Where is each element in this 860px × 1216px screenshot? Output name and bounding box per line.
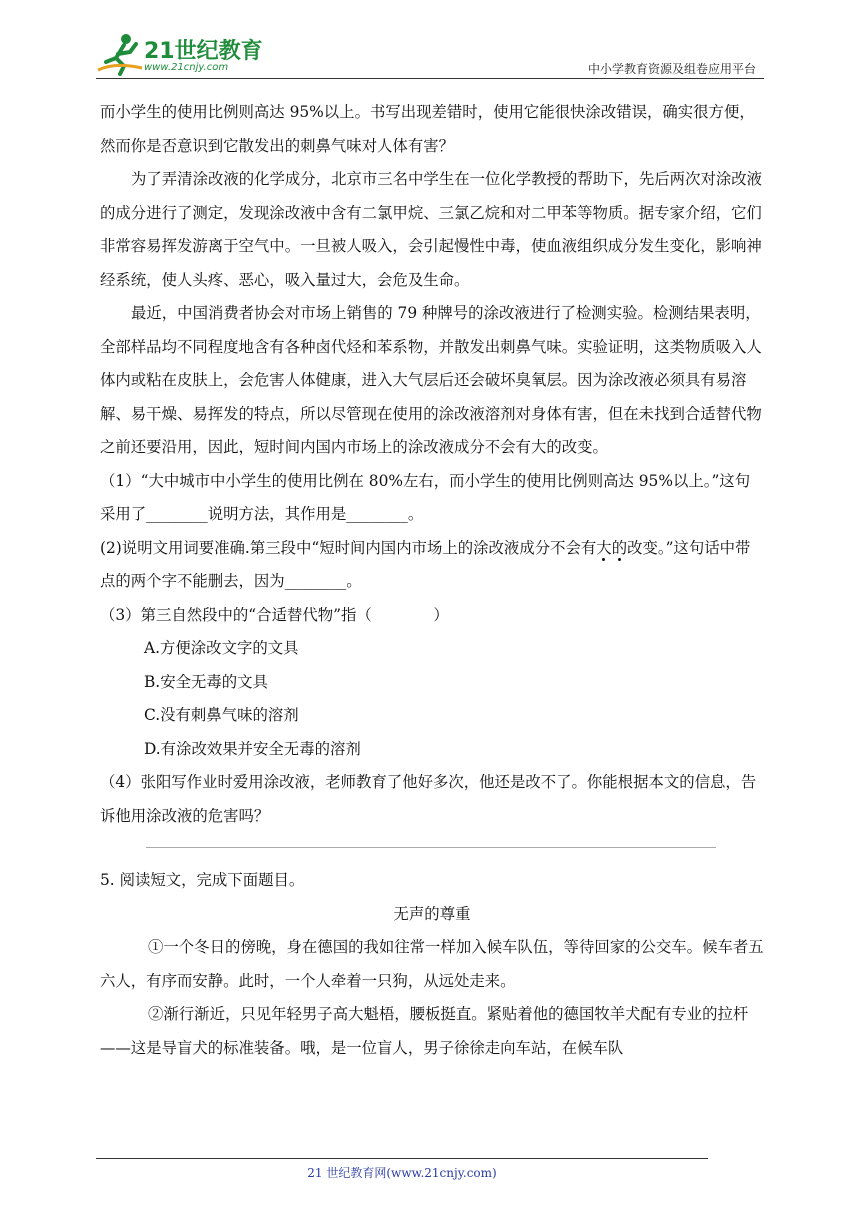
passage-paragraph-1: ①一个冬日的傍晚，身在德国的我如往常一样加入候车队伍，等待回家的公交车。候车者五六人，有序而安静。此时，一个人牵着一只狗，从远处走来。 [100,938,764,990]
page-footer: 21 世纪教育网(www.21cnjy.com) [307,1166,497,1180]
logo-url: www.21cnjy.com [144,62,229,73]
header-divider [96,78,764,79]
paragraph-continuation: 而小学生的使用比例则高达 95%以上。书写出现差错时，使用它能很快涂改错误，确实很方便，然而你是否意识到它散发出的刺鼻气味对人体有害？ [100,103,755,155]
runner-icon [96,32,146,76]
answer-line [146,847,716,848]
question-2-text-b: 改变。”这句话中带点的两个字不能删去，因为________。 [100,538,751,590]
question-1: （1）“大中城市中小学生的使用比例在 80%左右，而小学生的使用比例则高达 95%以上。”这句采用了________说明方法，其作用是________。 [100,471,751,523]
question-2-text-a: (2)说明文用词要准确.第三段中“短时间内国内市场上的涂改液成分不会有 [100,538,597,557]
question-4: （4）张阳写作业时爱用涂改液，老师教育了他好多次，他还是改不了。你能根据本文的信息，告诉他用涂改液的危害吗？ [100,773,757,825]
dotted-char-2: 的 [611,538,628,557]
passage-paragraph-2: ②渐行渐近，只见年轻男子高大魁梧，腰板挺直。紧贴着他的德国牧羊犬配有专业的拉杆——这是导盲犬的标准装备。哦，是一位盲人，男子徐徐走向车站，在候车队 [100,1005,749,1057]
question-2 [100,532,764,599]
platform-title: 中小学教育资源及组卷应用平台 [587,62,756,76]
option-a: A.方便涂改文字的文具 [144,639,299,657]
option-b: B.安全无毒的文具 [144,672,268,691]
passage-title: 无声的尊重 [393,904,471,923]
paragraph-3: 最近，中国消费者协会对市场上销售的 79 种牌号的涂改液进行了检测实验。检测结果表明，全部样品均不同程度地含有各种卤代烃和苯系物，并散发出刺鼻气味。实验证明，这类物质吸入人体内或粘在皮肤上，会危害人体健康，进入大气层后还会破坏臭氧层。因为涂改液必须具有易溶解、易干燥、易挥发的特点，所以尽管现在使用的涂改液溶剂对身体有害，但在未找到合适替代物之前还要沿用，因此，短时间内国内市场上的涂改液成分不会有大的改变。 [100,304,762,456]
option-c: C.没有刺鼻气味的溶剂 [144,706,299,724]
document-body [100,96,764,1065]
option-d: D.有涂改效果并安全无毒的溶剂 [144,739,361,758]
site-logo [96,32,266,76]
question-3: （3）第三自然段中的“合适替代物”指（ ） [100,605,449,624]
page-header [96,28,764,80]
logo-text: 21世纪教育 [144,39,263,64]
footer-divider [96,1158,708,1159]
paragraph-2: 为了弄清涂改液的化学成分，北京市三名中学生在一位化学教授的帮助下，先后两次对涂改液的成分进行了测定，发现涂改液中含有二氯甲烷、三氯乙烷和对二甲苯等物质。据专家介绍，它们非常容易挥发游离于空气中。一旦被人吸入，会引起慢性中毒，使血液组织成分发生变化，影响神经系统，使人头疼、恶心，吸入量过大，会危及生命。 [100,170,763,289]
question-5-prompt: 5. 阅读短文，完成下面题目。 [100,871,305,889]
dotted-char-1: 大 [596,538,612,557]
